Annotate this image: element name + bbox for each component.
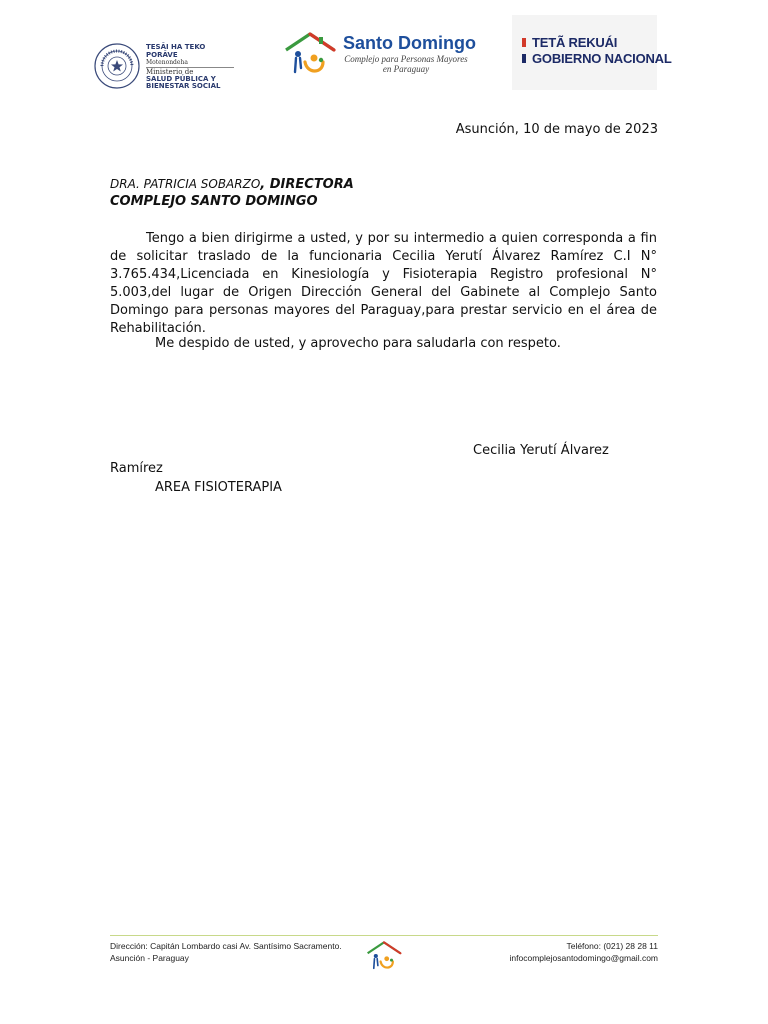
letter-closing-paragraph: Me despido de usted, y aprovecho para saludarla con respeto. [155, 336, 561, 351]
footer-phone: Teléfono: (021) 28 28 11 [566, 941, 658, 951]
letter-date: Asunción, 10 de mayo de 2023 [455, 122, 658, 137]
letter-body-paragraph: Tengo a bien dirigirme a usted, y por su intermedio a quien corresponda a fin de solicitar traslado de la funcionaria Cecilia Yerutí Álvarez Ramírez C.I N° 3.765.434,Licenciada en Kinesiología y Fisioterapia Registro profesional N° 5.003,del lugar de Origen Dirección General del Gabinete al Complejo Santo Domingo para personas mayores del Paraguay,para prestar servicio en el área de Rehabilitación. [110, 231, 657, 336]
recipient-role: DIRECTORA [265, 177, 354, 192]
footer-divider [110, 935, 658, 936]
footer-address: Dirección: Capitán Lombardo casi Av. Santísimo Sacramento. [110, 941, 342, 951]
recipient-name: DRA. PATRICIA SOBARZO [110, 177, 261, 191]
government-spanish-line: GOBIERNO NACIONAL [522, 51, 672, 66]
recipient-separator: , [260, 177, 266, 192]
footer-email[interactable]: infocomplejosantodomingo@gmail.com [509, 953, 658, 963]
signature-name-first: Cecilia Yerutí Álvarez [473, 443, 609, 458]
flag-red-mark [522, 38, 526, 47]
national-seal-icon [94, 43, 140, 89]
signature-department: AREA FISIOTERAPIA [155, 480, 282, 495]
ministry-guarani-sub: Motenondeha [146, 59, 188, 66]
signature-name-last: Ramírez [110, 461, 163, 476]
recipient-organization: COMPLEJO SANTO DOMINGO [110, 194, 318, 209]
recipient-line [110, 177, 354, 192]
government-logo [512, 15, 672, 90]
santo-domingo-title: Santo Domingo [343, 33, 476, 53]
house-family-icon [283, 32, 337, 76]
ministry-name: SALUD PÚBLICA Y BIENESTAR SOCIAL [146, 75, 221, 90]
footer-city: Asunción - Paraguay [110, 953, 189, 963]
ministry-prefix: Ministerio de [146, 68, 194, 76]
santo-domingo-logo [283, 32, 478, 82]
ministry-guarani-name: TESÃI HA TEKO PORÃVE [146, 43, 206, 59]
santo-domingo-subtitle: Complejo para Personas Mayores en Paraguay [344, 54, 468, 74]
ministry-logo [94, 43, 239, 91]
footer-house-family-icon [364, 941, 404, 971]
government-guarani-line: TETÃ REKUÁI [522, 35, 617, 50]
flag-blue-mark [522, 54, 526, 63]
